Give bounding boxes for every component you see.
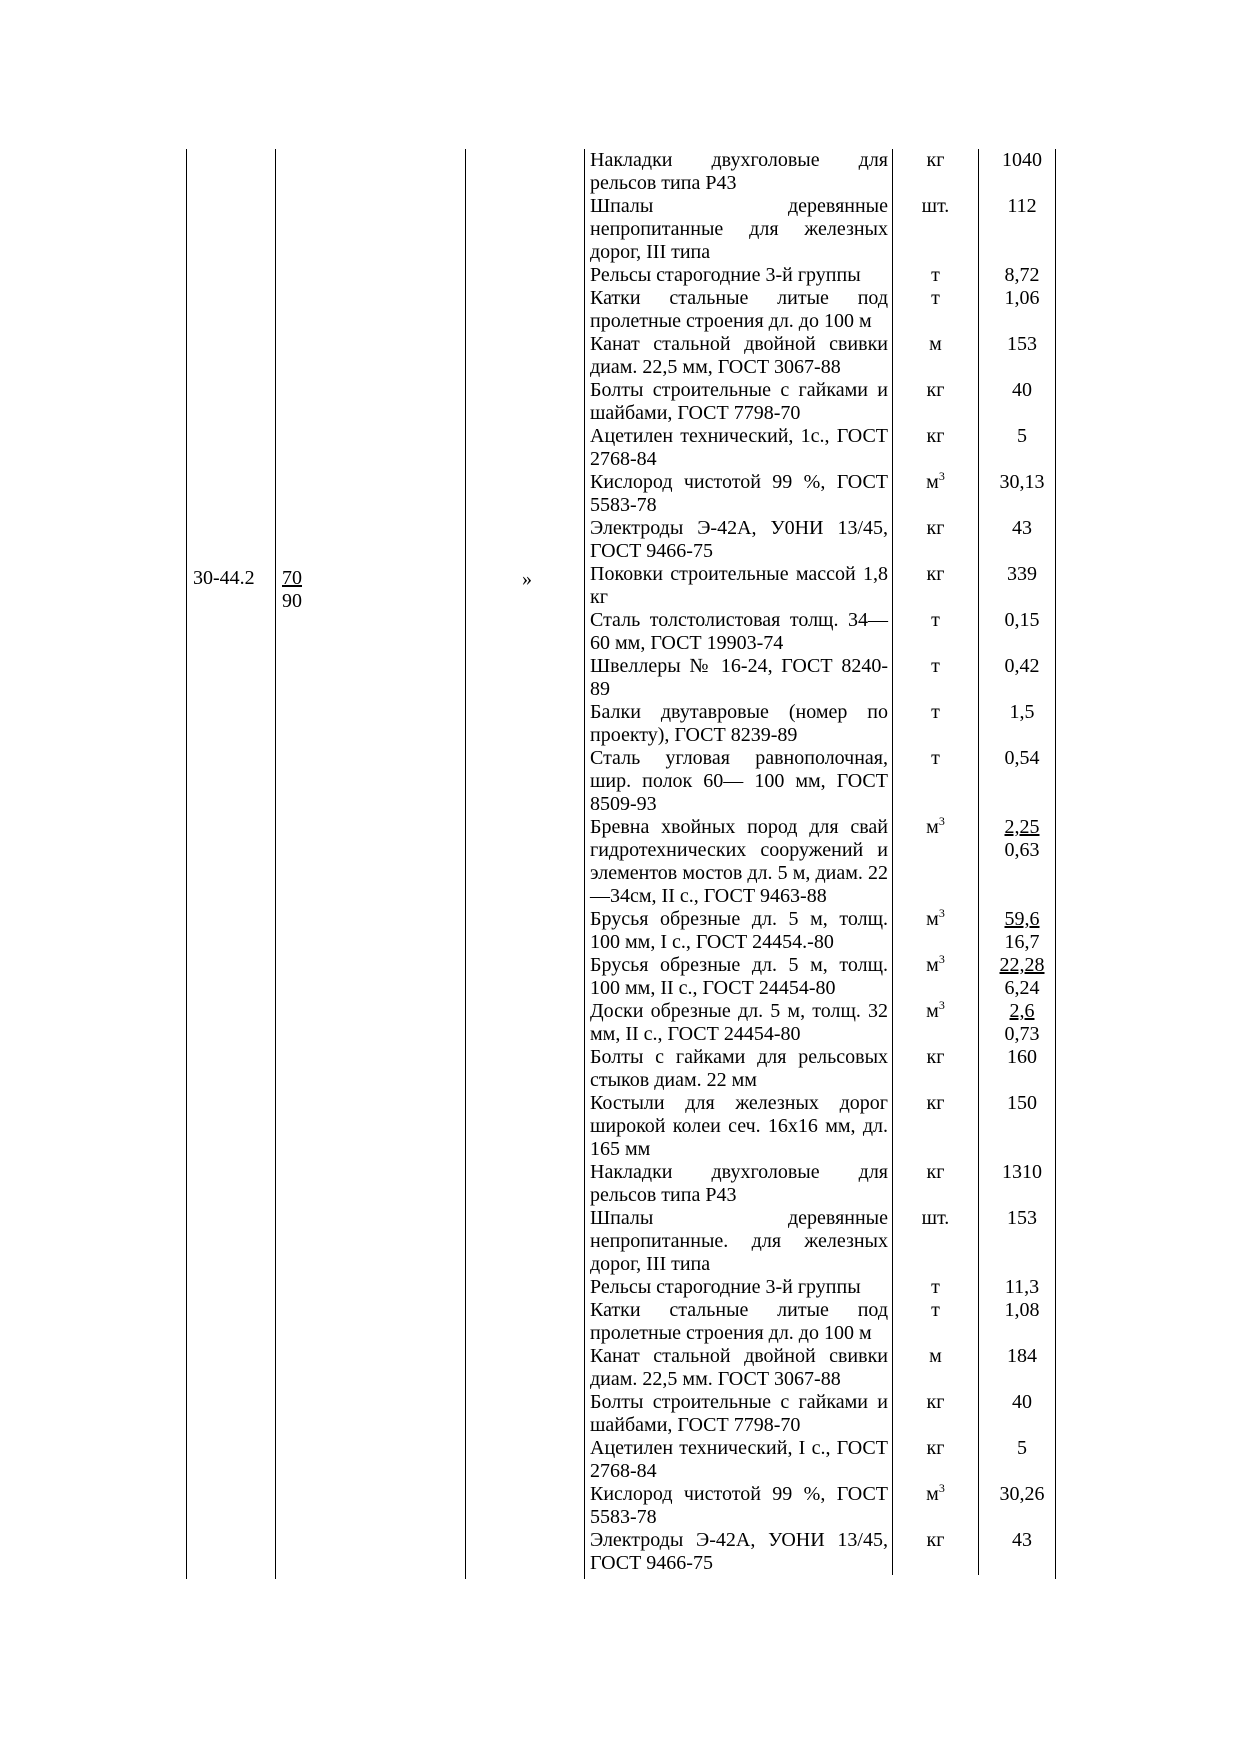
- quantity-numerator: 59,6: [1004, 908, 1040, 930]
- material-description: Болты строительные с гайками и шайбами, ГОСТ 7798-70: [590, 379, 888, 424]
- material-description: Катки стальные литые под пролетные строения дл. до 100 м: [590, 1299, 888, 1344]
- quantity-value: 339: [1007, 563, 1037, 585]
- unit-text: м: [926, 816, 939, 838]
- unit-cell: [893, 1092, 979, 1161]
- table-row: [588, 333, 1065, 379]
- unit-cell: [893, 333, 979, 379]
- quantity-cell: [979, 517, 1066, 563]
- unit-superscript: 3: [938, 998, 945, 1012]
- quantity-denominator: 16,7: [1004, 931, 1040, 953]
- material-description: Накладки двухголовые для рельсов типа Р43: [590, 1161, 888, 1206]
- quantity-value: 1,08: [1004, 1299, 1040, 1321]
- quantity-denominator: 6,24: [1004, 977, 1040, 999]
- unit-text: кг: [926, 379, 945, 401]
- unit-cell: [893, 908, 979, 954]
- table-row: [588, 747, 1065, 816]
- quantity-numerator: 22,28: [999, 954, 1045, 976]
- material-description: Балки двутавровые (номер по проекту), ГОСТ 8239-89: [590, 701, 888, 746]
- quantity-cell: [979, 379, 1066, 425]
- quantity-value: 0,42: [1004, 655, 1040, 677]
- unit-text: м: [926, 1000, 939, 1022]
- quantity-value: 0,15: [1004, 609, 1040, 631]
- table-row: [588, 1483, 1065, 1529]
- quantity-numerator: 2,6: [1009, 1000, 1035, 1022]
- material-description: Швеллеры № 16-24, ГОСТ 8240-89: [590, 655, 888, 700]
- unit-text: м: [926, 471, 939, 493]
- unit-cell: [893, 1299, 979, 1345]
- column-line-2: [275, 149, 276, 1579]
- unit-superscript: 3: [938, 906, 945, 920]
- quantity-cell: [979, 333, 1066, 379]
- quantity-cell: [979, 1483, 1066, 1529]
- table-row: [588, 1207, 1065, 1276]
- unit-text: т: [931, 1276, 940, 1298]
- column-line-4: [584, 149, 585, 1579]
- unit-text: т: [931, 609, 940, 631]
- unit-text: м: [929, 333, 942, 355]
- quantity-cell: [979, 287, 1066, 333]
- unit-cell: [893, 287, 979, 333]
- table-row: [588, 609, 1065, 655]
- material-description: Сталь угловая равнополочная, шир. полок 60— 100 мм, ГОСТ 8509-93: [590, 747, 888, 815]
- unit-text: м: [929, 1345, 942, 1367]
- table-row: [588, 517, 1065, 563]
- quantity-cell: [979, 1046, 1066, 1092]
- table-row: [588, 655, 1065, 701]
- norm-code: 30-44.2: [193, 567, 255, 589]
- unit-cell: [893, 1345, 979, 1391]
- quantity-cell: [979, 264, 1066, 287]
- unit-cell: [893, 1046, 979, 1092]
- unit-cell: [893, 1483, 979, 1529]
- quantity-value: 40: [1012, 379, 1032, 401]
- unit-text: т: [931, 287, 940, 309]
- unit-text: кг: [926, 1391, 945, 1413]
- quantity-numerator: 2,25: [1004, 816, 1040, 838]
- table-row: [588, 1345, 1065, 1391]
- quantity-cell: [979, 1391, 1066, 1437]
- quantity-cell: [979, 149, 1066, 195]
- unit-cell: [893, 195, 979, 264]
- quantity-value: 1,06: [1004, 287, 1040, 309]
- unit-cell: [893, 1437, 979, 1483]
- table-row: [588, 563, 1065, 609]
- unit-text: м: [926, 1483, 939, 1505]
- unit-text: м: [926, 908, 939, 930]
- unit-text: кг: [926, 1437, 945, 1459]
- table-row: [588, 954, 1065, 1000]
- quantity-cell: [979, 655, 1066, 701]
- quantity-value: 43: [1012, 1529, 1032, 1551]
- material-description: Шпалы деревянные непропитанные для железных дорог, III типа: [590, 195, 888, 263]
- material-description: Ацетилен технический, 1с., ГОСТ 2768-84: [590, 425, 888, 470]
- norm-fraction: [282, 567, 302, 613]
- unit-cell: [893, 149, 979, 195]
- material-description: Доски обрезные дл. 5 м, толщ. 32 мм, II с., ГОСТ 24454-80: [590, 1000, 888, 1045]
- unit-text: м: [926, 954, 939, 976]
- material-description: Сталь толстолистовая толщ. 34—60 мм, ГОСТ 19903-74: [590, 609, 888, 654]
- quantity-cell: [979, 1161, 1066, 1207]
- quantity-cell: [979, 1207, 1066, 1276]
- quantity-denominator: 0,73: [1004, 1023, 1040, 1045]
- table-row: [588, 908, 1065, 954]
- unit-cell: [893, 954, 979, 1000]
- unit-cell: [893, 1000, 979, 1046]
- unit-superscript: 3: [938, 814, 945, 828]
- table-row: [588, 149, 1065, 195]
- quantity-value: 112: [1007, 195, 1037, 217]
- unit-cell: [893, 264, 979, 287]
- quantity-cell: [979, 908, 1066, 954]
- table-row: [588, 471, 1065, 517]
- quantity-value: 43: [1012, 517, 1032, 539]
- material-description: Электроды Э-42А, УОНИ 13/45, ГОСТ 9466-75: [590, 1529, 888, 1574]
- quantity-cell: [979, 1276, 1066, 1299]
- column-line-1: [186, 149, 187, 1579]
- material-description: Шпалы деревянные непропитанные. для железных дорог, III типа: [590, 1207, 888, 1275]
- quantity-cell: [979, 701, 1066, 747]
- quantity-value: 1310: [1002, 1161, 1042, 1183]
- materials-table: [588, 149, 1065, 1575]
- material-description: Рельсы старогодние 3-й группы: [590, 264, 861, 286]
- table-row: [588, 1437, 1065, 1483]
- unit-cell: [893, 1276, 979, 1299]
- quantity-value: 5: [1017, 1437, 1027, 1459]
- material-description: Электроды Э-42А, У0НИ 13/45, ГОСТ 9466-75: [590, 517, 888, 562]
- column-line-3: [465, 149, 466, 1579]
- quantity-cell: [979, 425, 1066, 471]
- material-description: Болты с гайками для рельсовых стыков диам. 22 мм: [590, 1046, 888, 1091]
- material-description: Болты строительные с гайками и шайбами, ГОСТ 7798-70: [590, 1391, 888, 1436]
- table-row: [588, 425, 1065, 471]
- unit-superscript: 3: [938, 469, 945, 483]
- table-row: [588, 1299, 1065, 1345]
- fraction-bottom: 90: [282, 590, 302, 612]
- quantity-value: 153: [1007, 1207, 1037, 1229]
- table-row: [588, 379, 1065, 425]
- unit-text: т: [931, 264, 940, 286]
- unit-text: шт.: [921, 1207, 950, 1229]
- quantity-cell: [979, 1345, 1066, 1391]
- unit-cell: [893, 655, 979, 701]
- quantity-value: 160: [1007, 1046, 1037, 1068]
- quantity-cell: [979, 1092, 1066, 1161]
- table-row: [588, 1276, 1065, 1299]
- materials-table-body: [588, 149, 1065, 1575]
- quantity-value: 0,54: [1004, 747, 1040, 769]
- unit-text: кг: [926, 1529, 945, 1551]
- unit-cell: [893, 1529, 979, 1575]
- quantity-cell: [979, 1299, 1066, 1345]
- quantity-cell: [979, 609, 1066, 655]
- quantity-cell: [979, 954, 1066, 1000]
- quantity-cell: [979, 471, 1066, 517]
- material-description: Поковки строительные массой 1,8 кг: [590, 563, 888, 608]
- unit-cell: [893, 816, 979, 908]
- unit-cell: [893, 379, 979, 425]
- unit-cell: [893, 425, 979, 471]
- unit-superscript: 3: [938, 1481, 945, 1495]
- table-row: [588, 701, 1065, 747]
- quantity-value: 5: [1017, 425, 1027, 447]
- material-description: Костыли для железных дорог широкой колеи сеч. 16x16 мм, дл. 165 мм: [590, 1092, 888, 1160]
- unit-text: шт.: [921, 195, 950, 217]
- quantity-cell: [979, 195, 1066, 264]
- unit-cell: [893, 517, 979, 563]
- quantity-value: 11,3: [1004, 1276, 1040, 1298]
- table-row: [588, 1161, 1065, 1207]
- unit-text: т: [931, 747, 940, 769]
- unit-text: кг: [926, 149, 945, 171]
- unit-text: кг: [926, 517, 945, 539]
- unit-text: кг: [926, 1092, 945, 1114]
- material-description: Кислород чистотой 99 %, ГОСТ 5583-78: [590, 471, 888, 516]
- material-description: Ацетилен технический, I с., ГОСТ 2768-84: [590, 1437, 888, 1482]
- ditto-mark: »: [522, 568, 532, 590]
- unit-cell: [893, 609, 979, 655]
- quantity-denominator: 0,63: [1004, 839, 1040, 861]
- material-description: Рельсы старогодние 3-й группы: [590, 1276, 861, 1298]
- material-description: Кислород чистотой 99 %, ГОСТ 5583-78: [590, 1483, 888, 1528]
- quantity-value: 150: [1007, 1092, 1037, 1114]
- unit-cell: [893, 1207, 979, 1276]
- quantity-cell: [979, 1000, 1066, 1046]
- quantity-value: 1,5: [1009, 701, 1035, 723]
- table-row: [588, 1000, 1065, 1046]
- material-description: Катки стальные литые под пролетные строения дл. до 100 м: [590, 287, 888, 332]
- table-row: [588, 1046, 1065, 1092]
- unit-text: кг: [926, 425, 945, 447]
- table-row: [588, 1391, 1065, 1437]
- table-row: [588, 816, 1065, 908]
- unit-cell: [893, 1161, 979, 1207]
- unit-cell: [893, 471, 979, 517]
- unit-text: кг: [926, 563, 945, 585]
- unit-text: т: [931, 701, 940, 723]
- table-row: [588, 1092, 1065, 1161]
- unit-text: т: [931, 655, 940, 677]
- quantity-cell: [979, 1529, 1066, 1575]
- quantity-value: 40: [1012, 1391, 1032, 1413]
- unit-cell: [893, 747, 979, 816]
- unit-cell: [893, 1391, 979, 1437]
- material-description: Бревна хвойных пород для свай гидротехнических сооружений и элементов мостов дл. 5 м, диам. 22—34см, II с., ГОСТ 9463-88: [590, 816, 888, 907]
- quantity-cell: [979, 563, 1066, 609]
- table-row: [588, 195, 1065, 264]
- unit-cell: [893, 563, 979, 609]
- material-description: Канат стальной двойной свивки диам. 22,5 мм. ГОСТ 3067-88: [590, 1345, 888, 1390]
- quantity-cell: [979, 747, 1066, 816]
- material-description: Брусья обрезные дл. 5 м, толщ. 100 мм, II с., ГОСТ 24454-80: [590, 954, 888, 999]
- unit-text: т: [931, 1299, 940, 1321]
- table-row: [588, 1529, 1065, 1575]
- material-description: Канат стальной двойной свивки диам. 22,5 мм, ГОСТ 3067-88: [590, 333, 888, 378]
- unit-superscript: 3: [938, 952, 945, 966]
- fraction-top: 70: [282, 567, 302, 589]
- quantity-value: 8,72: [1004, 264, 1040, 286]
- unit-cell: [893, 701, 979, 747]
- table-row: [588, 264, 1065, 287]
- quantity-cell: [979, 1437, 1066, 1483]
- quantity-value: 184: [1007, 1345, 1037, 1367]
- quantity-value: 153: [1007, 333, 1037, 355]
- unit-text: кг: [926, 1046, 945, 1068]
- unit-text: кг: [926, 1161, 945, 1183]
- quantity-value: 30,26: [999, 1483, 1045, 1505]
- table-row: [588, 287, 1065, 333]
- quantity-cell: [979, 816, 1066, 908]
- quantity-value: 30,13: [999, 471, 1045, 493]
- material-description: Брусья обрезные дл. 5 м, толщ. 100 мм, I с., ГОСТ 24454.-80: [590, 908, 888, 953]
- quantity-value: 1040: [1002, 149, 1042, 171]
- material-description: Накладки двухголовые для рельсов типа Р43: [590, 149, 888, 194]
